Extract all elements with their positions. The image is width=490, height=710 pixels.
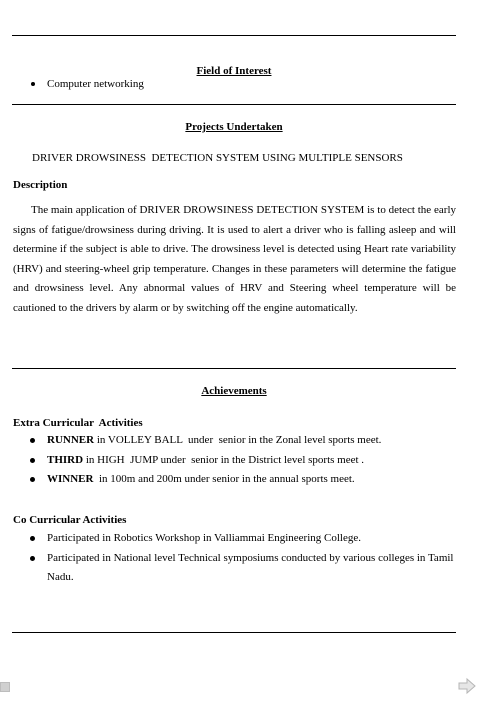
project-title: DRIVER DROWSINESS DETECTION SYSTEM USING MULTIPLE SENSORS [32,152,403,164]
bullet-icon [30,556,35,561]
divider [12,368,456,369]
extra-curricular-label: Extra Curricular Activities [13,417,143,429]
list-item: Participated in National level Technical symposiums conducted by various colleges in Tamil Nadu. [0,549,457,588]
field-of-interest-heading: Field of Interest [196,65,272,77]
bullet-icon [30,458,35,463]
description-label: Description [13,179,68,191]
bullet-icon [30,536,35,541]
project-description: The main application of DRIVER DROWSINESS DETECTION SYSTEM is to detect the early signs of fatigue/drowsiness during driving. It is used to alert a driver who is falling asleep and will determine if the subject is able to drive. The drowsiness level is detected using Heart rate variability (HRV) and steering-wheel grip temperature. Changes in these parameters will determine the fatigue and drowsiness level. Any abnormal values of HRV and Steering wheel temperature will be cautioned to the drivers by alarm or by switching off the engine automatically. [13,204,456,314]
bottom-divider [12,632,456,633]
interest-item: Computer networking [47,78,144,90]
divider [12,104,456,105]
extra-curricular-list [0,431,457,490]
top-divider [12,35,456,36]
next-page-arrow-icon[interactable] [458,677,476,695]
co-curricular-list [0,529,457,588]
co-curricular-label: Co Curricular Activities [13,514,127,526]
list-item: THIRD in HIGH JUMP under senior in the District level sports meet . [0,451,457,471]
bullet-icon [31,82,35,86]
page-corner-icon [0,682,10,692]
list-item: RUNNER in VOLLEY BALL under senior in the Zonal level sports meet. [0,431,457,451]
achievements-heading: Achievements [201,385,267,397]
list-item: Participated in Robotics Workshop in Valliammai Engineering College. [0,529,457,549]
projects-heading: Projects Undertaken [185,121,283,133]
bullet-icon [30,438,35,443]
bullet-icon [30,477,35,482]
list-item: WINNER in 100m and 200m under senior in the annual sports meet. [0,470,457,490]
